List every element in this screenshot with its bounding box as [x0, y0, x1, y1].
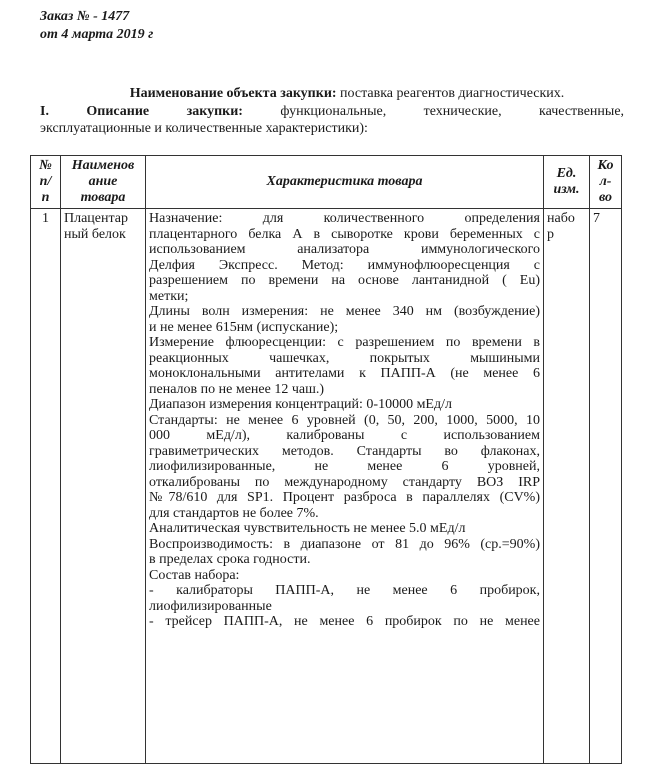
procurement-description-label: Описание закупки: [86, 104, 243, 119]
spec-line: и не менее 615нм (испускание); [149, 319, 339, 335]
spec-line: лиофилизированные, не менее 6 уровней, [149, 459, 540, 474]
spec-line: использованием анализатора иммунологического [149, 242, 540, 257]
spec-line: моноклональными антителами к ПАПП-А (не менее 6 [149, 366, 540, 381]
goods-table [30, 155, 622, 764]
procurement-object-line [40, 86, 624, 102]
spec-line: Стандарты: не менее 6 уровней (0, 50, 200, 1000, 5000, 10 [149, 412, 540, 428]
spec-line: - трейсер ПАПП-А, не менее 6 пробирок по не менее [149, 614, 540, 629]
spec-line: реакционных чашечках, покрытых мышиными [149, 350, 540, 366]
section-number: I. [40, 104, 49, 119]
spec-line: Измерение флюоресценции: с разрешением по времени в [149, 335, 540, 350]
procurement-description-line-2 [40, 121, 624, 137]
procurement-description-value-2: эксплуатационные и количественные характеристики): [40, 121, 368, 136]
order-number: Заказ № - 1477 [40, 9, 130, 24]
spec-line: 000 мЕд/л), калиброваны с использованием [149, 428, 540, 443]
order-date: от 4 марта 2019 г [40, 27, 154, 42]
spec-line: пеналов по не менее 12 чаш.) [149, 381, 325, 397]
row-characteristics [146, 209, 544, 764]
row-number: 1 [31, 209, 61, 764]
spec-line: лиофилизированные [149, 598, 272, 614]
spec-line: гравиметрических методов. Стандарты во флаконах, [149, 443, 540, 459]
header-quantity: Ко л- во [590, 156, 622, 209]
spec-line: плацентарного белка А в сыворотке крови беременных с [149, 226, 540, 242]
spec-line: Длины волн измерения: не менее 340 нм (возбуждение) [149, 304, 540, 319]
procurement-object-value: поставка реагентов диагностических. [340, 86, 565, 101]
header-unit: Ед. изм. [544, 156, 590, 209]
table-header-row [31, 156, 622, 209]
spec-line: в пределах срока годности. [149, 552, 311, 567]
row-unit: набо р [544, 209, 590, 764]
spec-line: для стандартов не более 7%. [149, 505, 319, 521]
row-product-name: Плацентар ный белок [61, 209, 146, 764]
spec-line: №78/610 для SP1. Процент разброса в параллелях (CV%) [149, 490, 540, 505]
header-characteristics: Характеристика товара [146, 156, 544, 209]
procurement-object-label: Наименование объекта закупки: [129, 86, 337, 101]
spec-line: Диапазон измерения концентраций: 0-10000 мЕд/л [149, 397, 452, 412]
spec-line: Назначение: для количественного определения [149, 211, 540, 226]
spec-line: Аналитическая чувствительность не менее 5.0 мЕд/л [149, 521, 466, 536]
spec-line: - калибраторы ПАПП-А, не менее 6 пробирок, [149, 583, 540, 598]
procurement-description-line [40, 104, 624, 120]
spec-line: Воспроизводимость: в диапазоне от 81 до 96% (ср.=90%) [149, 536, 540, 552]
spec-line: Состав набора: [149, 567, 240, 583]
spec-line: Делфия Экспресс. Метод: иммунофлюоресценция с [149, 257, 540, 273]
procurement-description-value: функциональные, технические, качественные, [280, 104, 625, 119]
spec-line: разрешением по времени на основе лантанидной ( Eu) [149, 273, 540, 288]
spec-line: метки; [149, 288, 189, 304]
row-quantity: 7 [590, 209, 622, 764]
header-name: Наименов ание товара [61, 156, 146, 209]
order-header [40, 8, 153, 44]
spec-line: откалиброваны по международному стандарту ВОЗ IRP [149, 474, 540, 490]
header-number: № п/ п [31, 156, 61, 209]
table-row [31, 209, 622, 764]
